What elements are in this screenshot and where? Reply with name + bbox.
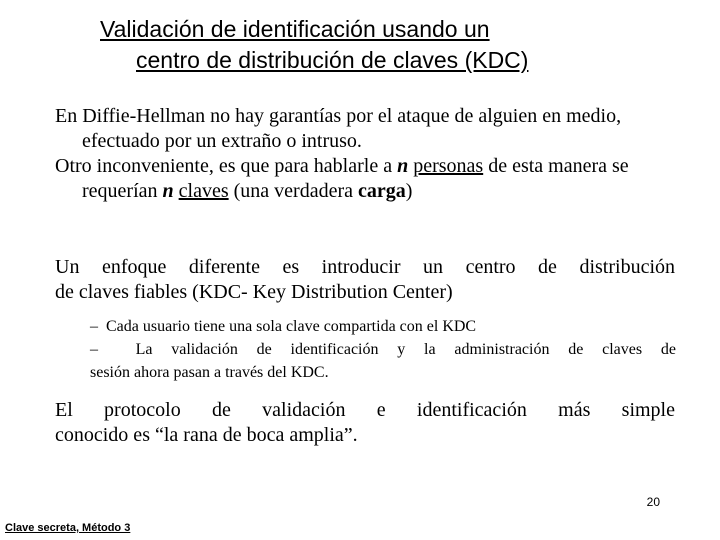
kdc-intro-block (55, 255, 675, 305)
inconveniente-text-pre: Otro inconveniente, es que para hablarle a (55, 155, 398, 177)
sub-bullet-item (90, 338, 676, 384)
slide-title-line-1: Validación de identificación usando un (100, 16, 490, 42)
page-number: 20 (646, 495, 660, 509)
protocolo-line-2: conocido es “la rana de boca amplia”. (55, 424, 358, 446)
claves-underlined: claves (178, 180, 229, 202)
enfoque-line-1: Un enfoque diferente es introducir un centro de distribución (55, 256, 675, 278)
footer-label: Clave secreta, Método 3 (5, 522, 131, 534)
sub-bullet-line-1: – La validación de identificación y la administración de claves de (90, 341, 676, 358)
carga-bold: carga (358, 180, 406, 202)
paragraph-diffie-hellman-line-2: en medio, efectuado por un extraño o intruso. (82, 105, 622, 152)
inconveniente-text-end: ) (405, 180, 413, 202)
sub-bullet-item: – Cada usuario tiene una sola clave compartida con el KDC (90, 318, 477, 335)
sub-bullet-line-2: sesión ahora pasan a través del KDC. (90, 364, 329, 381)
body-text-block (55, 104, 675, 204)
enfoque-line-2: de claves fiables (KDC- Key Distribution Center) (55, 281, 453, 303)
paragraph-enfoque-diferente (55, 255, 675, 305)
n-variable-2: n (162, 180, 174, 202)
protocolo-line-1: El protocolo de validación e identificación más simple (55, 399, 675, 421)
inconveniente-text-post: (una verdadera (228, 180, 358, 202)
n-variable-1: n (397, 155, 409, 177)
personas-underlined: personas (413, 155, 484, 177)
protocol-block (55, 398, 675, 448)
paragraph-diffie-hellman-line-1: En Diffie-Hellman no hay garantías por el ataque de alguien (55, 105, 538, 127)
sub-bullet-list (90, 315, 676, 384)
paragraph-diffie-hellman (55, 104, 675, 154)
slide-title (100, 14, 700, 76)
paragraph-protocolo (55, 398, 675, 448)
slide-title-line-2: centro de distribución de claves (KDC) (136, 47, 529, 73)
paragraph-inconveniente (55, 154, 675, 204)
inconveniente-text-mid: de esta manera se requerían (82, 155, 629, 202)
